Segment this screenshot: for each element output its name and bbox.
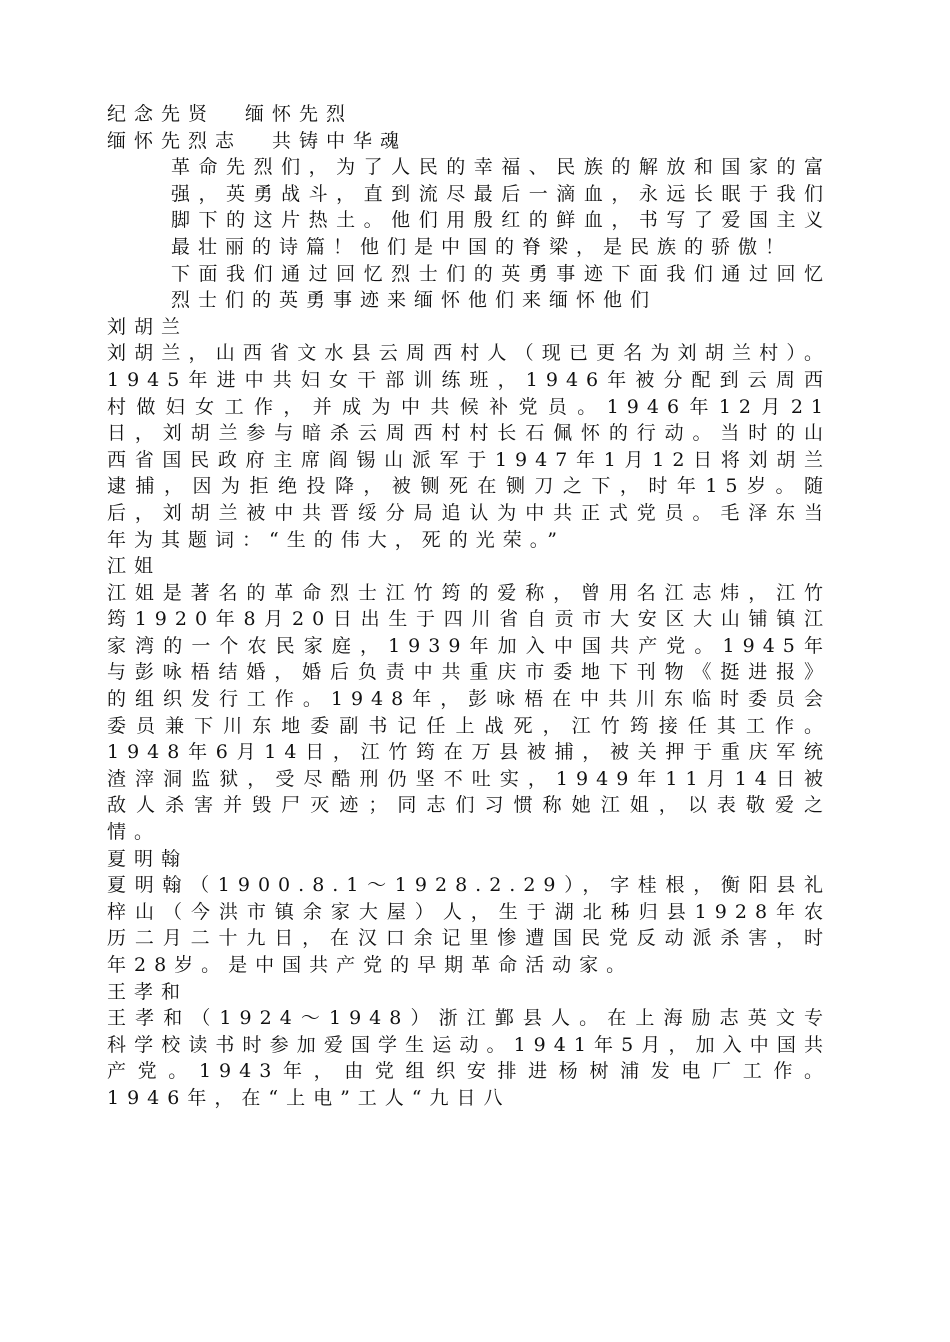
section-text-wang-xiaohe: 王孝和（1924～1948）浙江鄞县人。在上海励志英文专科学校读书时参加爱国学生运动。1941年5月，加入中国共产党。1943年，由党组织安排进杨树浦发电厂工作。1946年，在“上电”工人“九日八	[107, 1007, 831, 1109]
section-heading-xia-minghan: 夏明翰	[107, 847, 189, 870]
section-heading-wang-xiaohe: 王孝和	[107, 980, 189, 1003]
page-subtitle	[107, 128, 831, 155]
section-text-liu-hulan: 刘胡兰，山西省文水县云周西村人（现已更名为刘胡兰村）。1945年进中共妇女干部训练班，1946年被分配到云周西村做妇女工作，并成为中共候补党员。1946年12月21日，刘胡兰参与暗杀云周西村村长石佩怀的行动。当时的山西省国民政府主席阎锡山派军于1947年1月12日将刘胡兰逮捕，因为拒绝投降，被铡死在铡刀之下，时年15岁。随后，刘胡兰被中共晋绥分局追认为中共正式党员。毛泽东当年为其题词：“生的伟大，死的光荣。”	[107, 342, 831, 551]
title-part-2: 缅怀先烈	[245, 103, 354, 125]
subtitle-part-1: 缅怀先烈志	[107, 129, 243, 152]
subtitle-part-2: 共铸中华魂	[272, 129, 408, 152]
intro-bullet-2	[107, 261, 831, 314]
document-body	[107, 101, 831, 1112]
page-title	[107, 101, 831, 128]
section-heading-jiang-jie: 江姐	[107, 555, 162, 578]
section-text-jiang-jie: 江姐是著名的革命烈士江竹筠的爱称，曾用名江志炜，江竹筠1920年8月20日出生于四川省自贡市大安区大山铺镇江家湾的一个农民家庭，1939年加入中国共产党。1945年与彭咏梧结婚，婚后负责中共重庆市委地下刊物《挺进报》的组织发行工作。1948年，彭咏梧在中共川东临时委员会委员兼下川东地委副书记任上战死，江竹筠接任其工作。1948年6月14日，江竹筠在万县被捕，被关押于重庆军统渣滓洞监狱，受尽酷刑仍坚不吐实，1949年11月14日被敌人杀害并毁尸灭迹；同志们习惯称她江姐，以表敬爱之情。	[107, 581, 831, 844]
section-text-xia-minghan: 夏明翰（1900.8.1～1928.2.29），字桂根，衡阳县礼梓山（今洪市镇余家大屋）人，生于湖北秭归县1928年农历二月二十九日，在汉口余记里惨遭国民党反动派杀害，时年28岁。是中国共产党的早期革命活动家。	[107, 874, 831, 976]
title-part-1: 纪念先贤	[107, 103, 216, 125]
intro-bullet-1	[107, 154, 831, 260]
intro-text-2: 下面我们通过回忆烈士们的英勇事迹下面我们通过回忆烈士们的英勇事迹来缅怀他们来缅怀他们	[171, 262, 831, 312]
section-heading-liu-hulan: 刘胡兰	[107, 315, 189, 338]
intro-text-1: 革命先烈们，为了人民的幸福、民族的解放和国家的富强，英勇战斗，直到流尽最后一滴血，永远长眠于我们脚下的这片热土。他们用殷红的鲜血，书写了爱国主义最壮丽的诗篇！他们是中国的脊梁，是民族的骄傲！	[171, 156, 831, 258]
